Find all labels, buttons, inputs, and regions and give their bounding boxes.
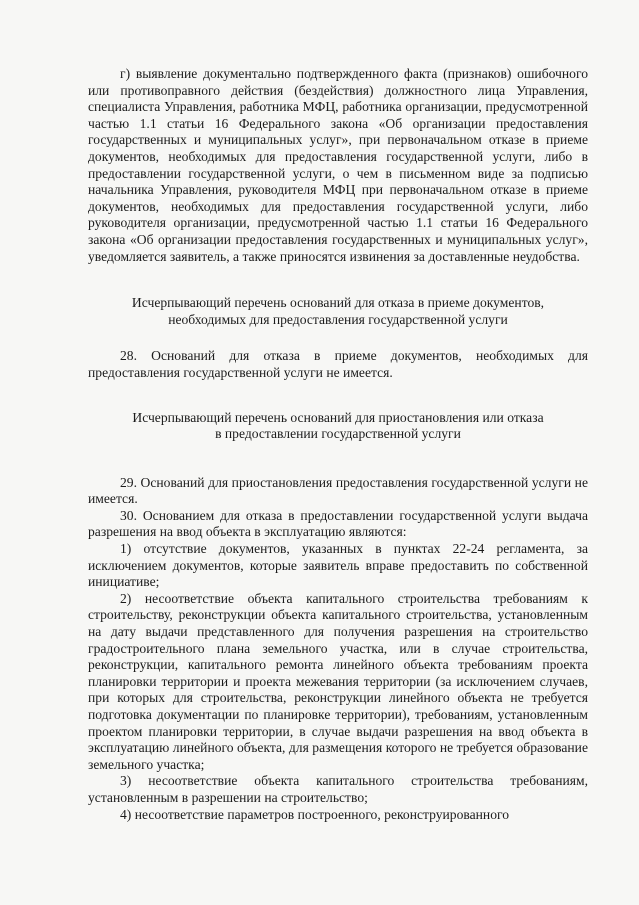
paragraph-30-item-4: 4) несоответствие параметров построенного, реконструированного xyxy=(120,806,510,822)
paragraph-30-item-2: 2) несоответствие объекта капитального строительства требованиям к строительству, реконструкции объекта капитального строительства, установленным на дату выдачи представленного для получения разрешения на строительство градостроительного плана земельного участка, или в случае строительства, реконструкции, капитального ремонта линейного объекта требованиям проекта планировки территории и проекта межевания территории (за исключением случаев, при которых для строительства, реконструкции линейного объекта не требуется подготовка документации по планировке территории), требованиям, установленным проектом планировки территории, в случае выдачи разрешения на ввод объекта в эксплуатацию линейного объекта, для размещения которого не требуется образование земельного участка; xyxy=(88,590,588,772)
paragraph-30-item-3: 3) несоответствие объекта капитального строительства требованиям, установленным в разрешении на строительство; xyxy=(88,773,588,805)
paragraph-28: 28. Оснований для отказа в приеме документов, необходимых для предоставления государственной услуги не имеется. xyxy=(88,348,588,380)
document-page xyxy=(88,66,588,823)
paragraph-g: г) выявление документально подтвержденного факта (признаков) ошибочного или противоправного действия (бездействия) должностного лица Управления, специалиста Управления, работника МФЦ, работника организации, предусмотренной частью 1.1 статьи 16 Федерального закона «Об организации предоставления государственных и муниципальных услуг», при первоначальном отказе в приеме документов, необходимых для предоставления государственной услуги, либо в предоставлении государственной услуги, о чем в письменном виде за подписью начальника Управления, руководителя МФЦ при первоначальном отказе в приеме документов, необходимых для предоставления государственной услуги, либо руководителя организации, предусмотренной частью 1.1 статьи 16 Федерального закона «Об организации предоставления государственных и муниципальных услуг», уведомляется заявитель, а также приносятся извинения за доставленные неудобства. xyxy=(88,66,588,264)
paragraph-30-item-1: 1) отсутствие документов, указанных в пунктах 22-24 регламента, за исключением документов, которые заявитель вправе предоставить по собственной инициативе; xyxy=(88,541,588,590)
section-heading-1-line-1: Исчерпывающий перечень оснований для отказа в приеме документов, xyxy=(131,295,545,311)
paragraph-29: 29. Оснований для приостановления предоставления государственной услуги не имеется. xyxy=(88,474,588,507)
paragraph-30: 30. Основанием для отказа в предоставлении государственной услуги выдача разрешения на ввод объекта в эксплуатацию являются: xyxy=(88,507,588,540)
section-heading-2-line-2: в предоставлении государственной услуги xyxy=(215,426,461,442)
section-heading-1-line-2: необходимых для предоставления государственной услуги xyxy=(168,311,508,327)
section-heading-2-line-1: Исчерпывающий перечень оснований для приостановления или отказа xyxy=(132,409,544,425)
